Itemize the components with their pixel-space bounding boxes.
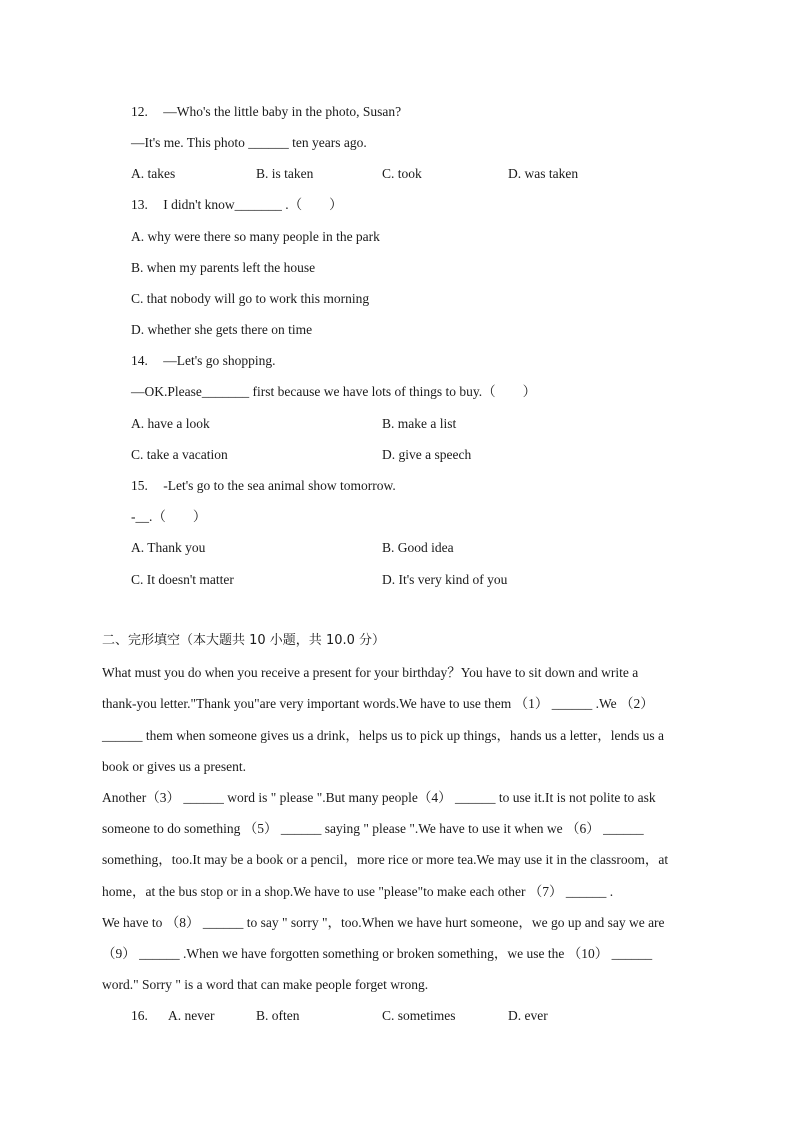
question-15-line2: -__.（ ） bbox=[131, 509, 207, 524]
question-number: 12. bbox=[131, 104, 148, 119]
question-12-stem bbox=[131, 103, 401, 121]
question-number: 13. bbox=[131, 197, 148, 212]
passage-line: someone to do something （5） ______ saying " please ".We have to use it when we （6） ______ bbox=[102, 821, 644, 836]
passage-line: （9） ______ .When we have forgotten something or broken something，we use the （10） ______ bbox=[102, 946, 653, 961]
option-c: C. take a vacation bbox=[131, 447, 228, 462]
passage-line: word." Sorry " is a word that can make people forget wrong. bbox=[102, 977, 429, 992]
option-a: A. never bbox=[168, 1008, 215, 1023]
question-number: 14. bbox=[131, 353, 148, 368]
option-a: A. why were there so many people in the park bbox=[131, 229, 380, 244]
question-text: —Let's go shopping. bbox=[163, 353, 276, 368]
section-title: 二、完形填空（本大题共 10 小题，共 10.0 分） bbox=[102, 633, 386, 648]
question-number: 16. bbox=[131, 1008, 148, 1023]
question-15-stem bbox=[131, 477, 396, 495]
passage-line: We have to （8） ______ to say " sorry "，too.When we have hurt someone，we go up and say we are bbox=[102, 915, 665, 930]
option-c: C. It doesn't matter bbox=[131, 572, 234, 587]
passage-line: thank-you letter."Thank you"are very important words.We have to use them （1） ______ .We （2） bbox=[102, 696, 654, 711]
option-c: C. sometimes bbox=[382, 1008, 456, 1023]
passage-line: Another（3） ______ word is " please ".But many people（4） ______ to use it.It is not polite to ask bbox=[102, 790, 656, 805]
passage-line: ______ them when someone gives us a drink，helps us to pick up things，hands us a letter，lends us a bbox=[102, 728, 665, 743]
option-b: B. is taken bbox=[256, 166, 314, 181]
option-b: B. often bbox=[256, 1008, 300, 1023]
passage-line: book or gives us a present. bbox=[102, 759, 246, 774]
option-b: B. Good idea bbox=[382, 540, 454, 555]
question-12-line2: —It's me. This photo ______ ten years ago. bbox=[131, 135, 367, 150]
option-a: A. takes bbox=[131, 166, 176, 181]
option-b: B. when my parents left the house bbox=[131, 260, 316, 275]
option-d: D. ever bbox=[508, 1008, 548, 1023]
option-c: C. took bbox=[382, 166, 422, 181]
option-b: B. make a list bbox=[382, 416, 457, 431]
passage-line: home，at the bus stop or in a shop.We have to use "please"to make each other （7） ______ . bbox=[102, 884, 614, 899]
option-a: A. Thank you bbox=[131, 540, 206, 555]
option-c: C. that nobody will go to work this morning bbox=[131, 291, 370, 306]
question-13-stem bbox=[131, 196, 343, 214]
passage-line: something，too.It may be a book or a pencil，more rice or more tea.We may use it in the classroom，at bbox=[102, 852, 669, 867]
passage-line: What must you do when you receive a present for your birthday？You have to sit down and write a bbox=[102, 665, 639, 680]
question-text: I didn't know_______ .（ ） bbox=[163, 197, 343, 212]
question-14-line2: —OK.Please_______ first because we have lots of things to buy.（ ） bbox=[131, 384, 537, 399]
option-d: D. It's very kind of you bbox=[382, 572, 508, 587]
question-number: 15. bbox=[131, 478, 148, 493]
question-text: —Who's the little baby in the photo, Susan? bbox=[163, 104, 402, 119]
option-d: D. give a speech bbox=[382, 447, 472, 462]
option-a: A. have a look bbox=[131, 416, 210, 431]
question-14-stem bbox=[131, 352, 276, 370]
option-d: D. whether she gets there on time bbox=[131, 322, 313, 337]
option-d: D. was taken bbox=[508, 166, 579, 181]
question-text: -Let's go to the sea animal show tomorrow. bbox=[163, 478, 396, 493]
